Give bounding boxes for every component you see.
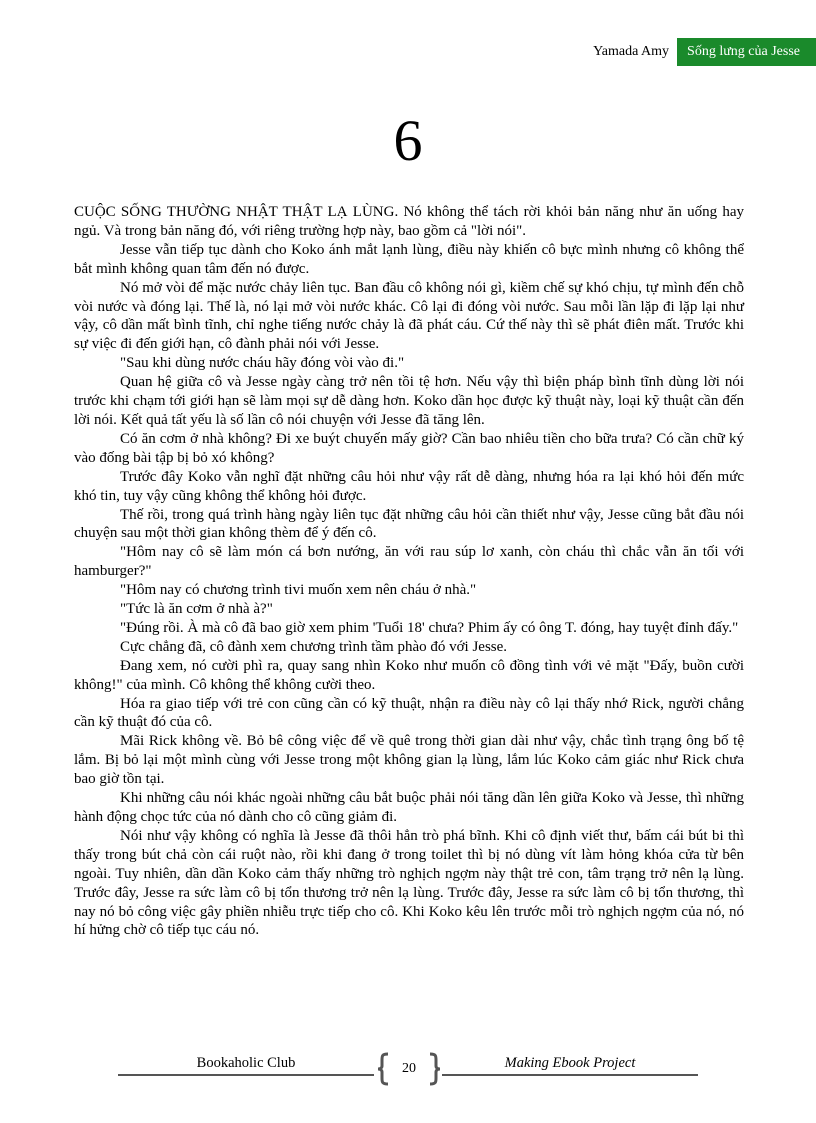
paragraph: Đang xem, nó cười phì ra, quay sang nhìn Koko như muốn cô đồng tình với vẻ mặt "Đấy, buồn cười không!" của mình. Cô không thể không cười theo.: [74, 657, 744, 693]
paragraph: Mãi Rick không về. Bỏ bê công việc để về quê trong thời gian dài như vậy, chắc tình trạng ông bố tệ lắm. Bị bỏ lại một mình cùng với Jesse trong một không gian lạ lùng, lắm lúc Koko cảm giác như Rick chưa bao giờ tồn tại.: [74, 733, 744, 788]
footer-project-name: Making Ebook Project: [442, 1054, 698, 1076]
paragraph: Thế rồi, trong quá trình hàng ngày liên tục đặt những câu hỏi cần thiết như vậy, Jesse cũng bắt đầu nói chuyện sau một thời gian không thèm để ý đến cô.: [74, 506, 744, 542]
paragraph: Khi những câu nói khác ngoài những câu bắt buộc phải nói tăng dần lên giữa Koko và Jesse, thì những hành động chọc tức của nó dành cho cô cũng giảm đi.: [74, 790, 744, 825]
page-number-box: [376, 1052, 442, 1086]
paragraph: "Hôm nay có chương trình tivi muốn xem nên cháu ở nhà.": [120, 582, 477, 599]
paragraph: Hóa ra giao tiếp với trẻ con cũng cần có kỹ thuật, nhận ra điều này cô lại thấy nhớ Rick, người chẳng cần kỹ thuật đó của cô.: [74, 695, 744, 731]
header-author: Yamada Amy: [593, 44, 670, 59]
page-number: 20: [402, 1061, 416, 1076]
page-header: [593, 38, 816, 66]
paragraph: "Hôm nay cô sẽ làm món cá bơn nướng, ăn với rau súp lơ xanh, còn cháu thì chắc vẫn ăn tối với hamburger?": [74, 544, 744, 580]
paragraph: Nó mở vòi để mặc nước chảy liên tục. Ban đầu cô không nói gì, kiềm chế sự khó chịu, tự mình đến chỗ vòi nước và đóng lại. Thế là, nó lại mở vòi nước khác. Cô lại đi đóng vòi nước. Sau mỗi lần lặp đi lặp lại như vậy, cô dần mất bình tĩnh, chỉ nghe tiếng nước chảy là đã phát cáu. Cứ thế này thì sẽ phát điên mất. Trước khi sự việc đi đến giới hạn, cô đành phải nói với Jesse.: [74, 279, 744, 353]
paragraph: Quan hệ giữa cô và Jesse ngày càng trở nên tồi tệ hơn. Nếu vậy thì biện pháp bình tĩnh dùng lời nói trước khi chạm tới giới hạn sẽ làm mọi sự dễ dàng hơn. Koko dần học được kỹ thuật này, loại kỹ thuật cần đến lời nói. Kết quả tất yếu là số lần cô nói chuyện với Jesse đã tăng lên.: [74, 374, 744, 428]
paragraph: Nói như vậy không có nghĩa là Jesse đã thôi hẳn trò phá bĩnh. Khi cô định viết thư, bấm cái bút bi thì thấy trong bút chả còn cái ruột nào, rồi khi đang ở trong toilet thì bị nó dùng vít làm hỏng khóa cửa từ bên ngoài. Tuy nhiên, dần dần Koko cảm thấy những trò nghịch ngợm này thật trẻ con, tâm trạng trở nên lạ lùng. Trước đây, Jesse ra sức làm cô bị tổn thương trở nên lạ lùng. Trước đây, Jesse ra sức làm cô bị tổn thương, thì nay nó bỏ công việc gây phiền nhiễu trực tiếp cho cô. Khi Koko kêu lên trước mỗi trò nghịch ngợm của nó, nó hí hửng chờ cô tiếp tục cáu nó.: [74, 827, 744, 939]
paragraph: "Đúng rồi. À mà cô đã bao giờ xem phim 'Tuổi 18' chưa? Phim ấy có ông T. đóng, hay tuyệt đỉnh đấy.": [120, 619, 739, 636]
chapter-number: 6: [393, 108, 423, 173]
paragraph: "Sau khi dùng nước cháu hãy đóng vòi vào đi.": [120, 355, 405, 372]
paragraph: Cực chẳng đã, cô đành xem chương trình tầm phào đó với Jesse.: [120, 638, 508, 655]
paragraph: Jesse vẫn tiếp tục dành cho Koko ánh mắt lạnh lùng, điều này khiến cô bực mình nhưng cô không thể bắt mình không quan tâm đến nó được.: [74, 241, 744, 277]
page-footer: [118, 1052, 698, 1092]
paragraph: "Tức là ăn cơm ở nhà à?": [120, 601, 273, 618]
paragraph: Trước đây Koko vẫn nghĩ đặt những câu hỏi như vậy rất dễ dàng, nhưng hóa ra lại khó hỏi đến mức khó tin, tuy vậy cũng không thể không hỏi được.: [74, 468, 744, 504]
paragraph: Có ăn cơm ở nhà không? Đi xe buýt chuyến mấy giờ? Cần bao nhiêu tiền cho bữa trưa? Có cần chữ ký vào đống bài tập bị bỏ xó không?: [74, 430, 744, 466]
header-book-title: Sống lưng của Jesse: [677, 38, 816, 66]
footer-club-name: Bookaholic Club: [118, 1054, 374, 1076]
chapter-body: [74, 203, 744, 940]
paragraph: CUỘC SỐNG THƯỜNG NHẬT THẬT LẠ LÙNG. Nó không thể tách rời khỏi bản năng như ăn uống hay ngủ. Và trong bản năng đó, với riêng trường hợp này, bao gồm cả "lời nói".: [74, 204, 744, 239]
